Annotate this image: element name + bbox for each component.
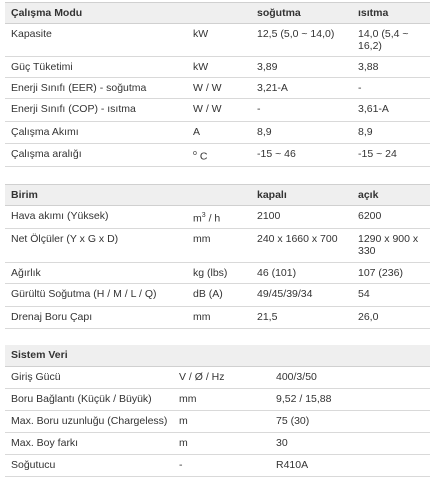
header-title: Çalışma Modu [5, 3, 189, 24]
row-value-outdoor: 1290 x 900 x 330 [352, 229, 430, 263]
table-row [5, 229, 430, 263]
row-value-heating: -15 ~ 24 [352, 144, 430, 167]
header-unit [189, 185, 251, 206]
row-label: Net Ölçüler (Y x G x D) [5, 229, 189, 263]
row-label: Çalışma aralığı [5, 144, 189, 167]
system-data-table [5, 345, 430, 477]
row-label: Enerji Sınıfı (COP) - ısıtma [5, 99, 189, 122]
row-label: Boru Bağlantı (Küçük / Büyük) [5, 388, 175, 410]
row-value-outdoor: 107 (236) [352, 263, 430, 284]
operating-mode-table [5, 2, 430, 167]
row-value-indoor: 49/45/39/34 [251, 284, 352, 307]
table-row [5, 206, 430, 229]
row-unit: V / Ø / Hz [175, 366, 270, 388]
row-unit: kW [189, 57, 251, 78]
row-value-cooling: 8,9 [251, 122, 352, 144]
header-unit [175, 345, 270, 366]
row-label: Max. Boru uzunluğu (Chargeless) [5, 410, 175, 432]
row-value-heating: 3,88 [352, 57, 430, 78]
table-row [5, 24, 430, 57]
row-value-cooling: 3,89 [251, 57, 352, 78]
table-header [5, 185, 430, 206]
row-value-indoor: 240 x 1660 x 700 [251, 229, 352, 263]
row-unit: - [175, 454, 270, 476]
row-value: 400/3/50 [270, 366, 430, 388]
row-value-heating: 8,9 [352, 122, 430, 144]
row-value-outdoor: 6200 [352, 206, 430, 229]
row-unit: $^o$ C [189, 144, 251, 167]
table-row [5, 263, 430, 284]
row-value-indoor: 21,5 [251, 307, 352, 329]
row-label: Soğutucu [5, 454, 175, 476]
row-label: Hava akımı (Yüksek) [5, 206, 189, 229]
row-label: Drenaj Boru Çapı [5, 307, 189, 329]
row-unit: m [175, 410, 270, 432]
row-label: Güç Tüketimi [5, 57, 189, 78]
unit-table [5, 184, 430, 329]
table-row [5, 410, 430, 432]
row-unit: W / W [189, 78, 251, 99]
row-value-indoor: 2100 [251, 206, 352, 229]
table-row [5, 78, 430, 99]
header-value [270, 345, 430, 366]
header-col-indoor: kapalı [251, 185, 352, 206]
row-unit: kg (lbs) [189, 263, 251, 284]
row-value-heating: - [352, 78, 430, 99]
row-value-cooling: -15 ~ 46 [251, 144, 352, 167]
row-unit: mm [189, 307, 251, 329]
row-unit: A [189, 122, 251, 144]
row-label: Kapasite [5, 24, 189, 57]
row-value: 30 [270, 432, 430, 454]
table-row [5, 454, 430, 476]
table-row [5, 432, 430, 454]
row-value-cooling: 3,21-A [251, 78, 352, 99]
row-value: 9,52 / 15,88 [270, 388, 430, 410]
table-row [5, 144, 430, 167]
row-value-cooling: - [251, 99, 352, 122]
row-unit: dB (A) [189, 284, 251, 307]
header-unit [189, 3, 251, 24]
row-value-outdoor: 54 [352, 284, 430, 307]
row-value-heating: 3,61-A [352, 99, 430, 122]
table-header [5, 345, 430, 366]
table-row [5, 99, 430, 122]
header-col-outdoor: açık [352, 185, 430, 206]
header-col-heating: ısıtma [352, 3, 430, 24]
row-unit: $m^3$ / h [189, 206, 251, 229]
row-label: Ağırlık [5, 263, 189, 284]
table-row [5, 366, 430, 388]
row-label: Çalışma Akımı [5, 122, 189, 144]
row-label: Max. Boy farkı [5, 432, 175, 454]
row-value: 75 (30) [270, 410, 430, 432]
table-header [5, 3, 430, 24]
header-title: Birim [5, 185, 189, 206]
table-row [5, 388, 430, 410]
row-unit: m [175, 432, 270, 454]
table-row [5, 307, 430, 329]
header-title: Sistem Veri [5, 345, 175, 366]
row-label: Gürültü Soğutma (H / M / L / Q) [5, 284, 189, 307]
table-row [5, 284, 430, 307]
row-value-indoor: 46 (101) [251, 263, 352, 284]
table-row [5, 57, 430, 78]
table-row [5, 122, 430, 144]
row-value-cooling: 12,5 (5,0 ~ 14,0) [251, 24, 352, 57]
row-unit: W / W [189, 99, 251, 122]
row-unit: kW [189, 24, 251, 57]
row-label: Enerji Sınıfı (EER) - soğutma [5, 78, 189, 99]
row-value-outdoor: 26,0 [352, 307, 430, 329]
degree-symbol: o [193, 150, 197, 157]
row-label: Giriş Gücü [5, 366, 175, 388]
row-value-heating: 14,0 (5,4 ~ 16,2) [352, 24, 430, 57]
row-unit: mm [189, 229, 251, 263]
header-col-cooling: soğutma [251, 3, 352, 24]
row-unit: mm [175, 388, 270, 410]
row-value: R410A [270, 454, 430, 476]
